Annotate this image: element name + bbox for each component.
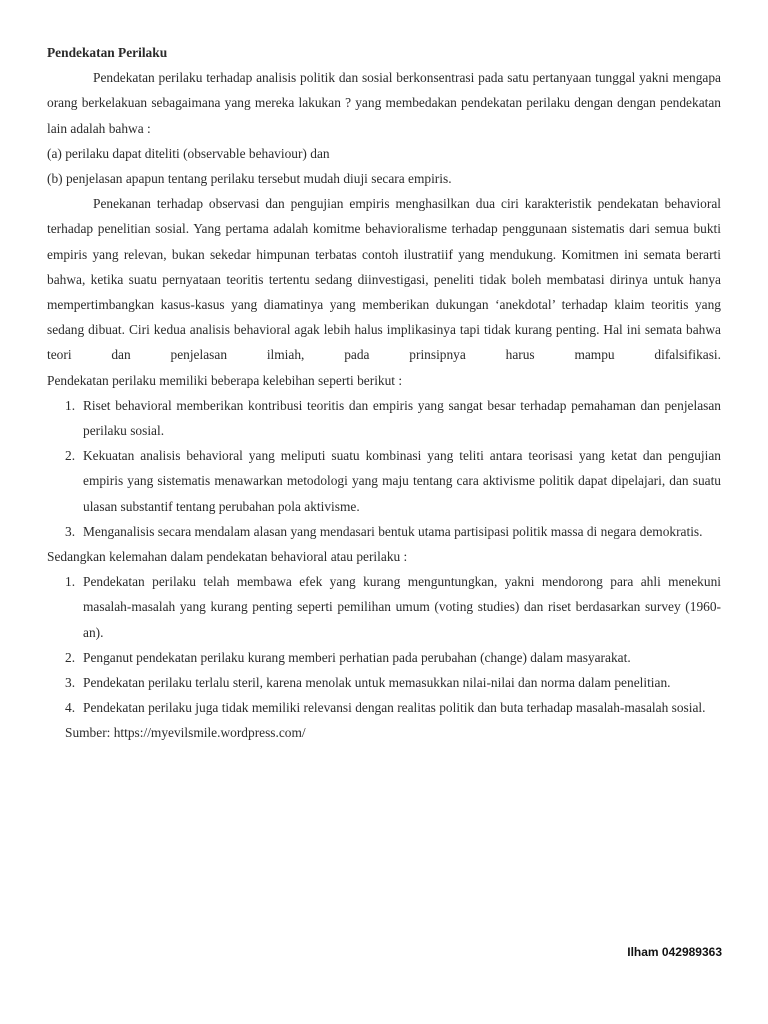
list-item-text: Penganut pendekatan perilaku kurang memberi perhatian pada perubahan (change) dalam masyarakat.: [83, 649, 631, 665]
list-number: 4.: [65, 700, 76, 716]
list-item: [47, 670, 721, 695]
list-item: [47, 695, 721, 720]
list-item: [47, 645, 721, 670]
list-number: 3.: [65, 675, 76, 691]
list-item-text: Riset behavioral memberikan kontribusi teoritis dan empiris yang sangat besar terhadap pemahaman dan penjelasan perilaku sosial.: [83, 397, 721, 439]
list-number: 2.: [65, 649, 76, 665]
list-item-text: Pendekatan perilaku juga tidak memiliki relevansi dengan realitas politik dan buta terhadap masalah-masalah sosial.: [83, 700, 706, 716]
weaknesses-list: [47, 569, 721, 720]
point-b: (b) penjelasan apapun tentang perilaku tersebut mudah diuji secara empiris.: [47, 171, 452, 187]
list-number: 2.: [65, 448, 76, 464]
page-title: Pendekatan Perilaku: [47, 45, 168, 60]
list-item: [47, 569, 721, 645]
list-item-text: Pendekatan perilaku telah membawa efek yang kurang menguntungkan, yakni mendorong para ahli menekuni masalah-masalah yang kurang penting seperti pemilihan umum (voting studies) dan riset berdasarkan survey (1960-an).: [83, 574, 721, 640]
list-item: [47, 519, 721, 544]
list-item-text: Menganalisis secara mendalam alasan yang mendasari bentuk utama partisipasi politik massa di negara demokratis.: [83, 523, 703, 539]
list-item: [47, 443, 721, 519]
list-item-text: Kekuatan analisis behavioral yang meliputi suatu kombinasi yang teliti antara teorisasi yang ketat dan pengujian empiris yang sistematis menawarkan metodologi yang maju tentang cara aktivisme politik dapat dipelajari, dan suatu ulasan substantif tentang perubahan pola aktivisme.: [83, 448, 721, 514]
source-citation: Sumber: https://myevilsmile.wordpress.com/: [65, 725, 306, 741]
paragraph-two: Penekanan terhadap observasi dan pengujian empiris menghasilkan dua ciri karakteristik pendekatan behavioral terhadap penelitian sosial. Yang pertama adalah komitme behavioralisme terhadap penggunaan sistematis dari semua bukti empiris yang relevan, bukan sekedar himpunan terbatas contoh ilustratiif yang mendukung. Komitmen ini semata berarti bahwa, ketika suatu pernyataan teoritis tertentu sedang diinvestigasi, peneliti tidak boleh membatasi dirinya untuk hanya mempertimbangkan kasus-kasus yang diamatinya yang memberikan dukungan ‘anekdotal’ terhadap klaim teoritis yang sedang dibuat. Ciri kedua analisis behavioral agak lebih halus implikasinya tapi tidak kurang penting. Hal ini semata bahwa teori dan penjelasan ilmiah, pada prinsipnya harus mampu difalsifikasi.: [47, 196, 721, 363]
list-item: [47, 393, 721, 443]
point-a: (a) perilaku dapat diteliti (observable behaviour) dan: [47, 145, 330, 161]
list-item-text: Pendekatan perilaku terlalu steril, karena menolak untuk memasukkan nilai-nilai dan norma dalam penelitian.: [83, 675, 671, 691]
strengths-list: [47, 393, 721, 544]
author-footer: Ilham 042989363: [627, 945, 722, 959]
list-number: 1.: [65, 397, 76, 413]
list-number: 1.: [65, 574, 76, 590]
weaknesses-intro: Sedangkan kelemahan dalam pendekatan behavioral atau perilaku :: [47, 549, 408, 565]
document-body: [47, 40, 721, 746]
list-number: 3.: [65, 523, 76, 539]
strengths-intro: Pendekatan perilaku memiliki beberapa kelebihan seperti berikut :: [47, 372, 403, 388]
intro-paragraph: Pendekatan perilaku terhadap analisis politik dan sosial berkonsentrasi pada satu pertanyaan tunggal yakni mengapa orang berkelakuan sebagaimana yang mereka lakukan ? yang membedakan pendekatan perilaku dengan dengan pendekatan lain adalah bahwa :: [47, 70, 721, 136]
